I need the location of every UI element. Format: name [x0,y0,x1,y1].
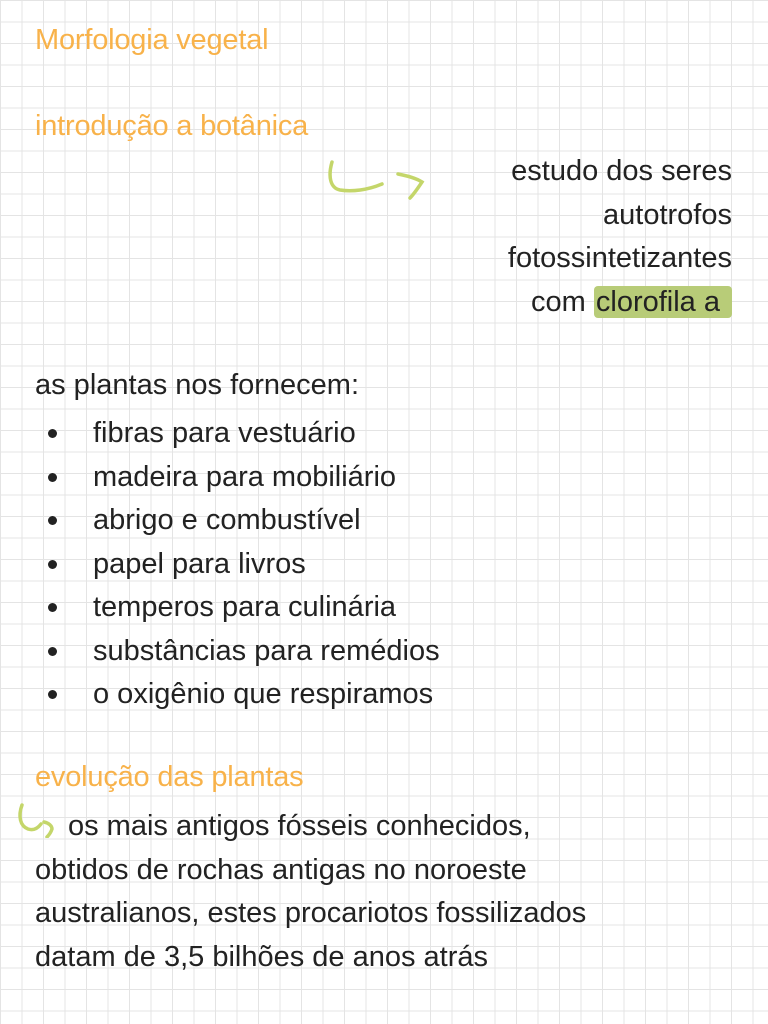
definition-line: fotossintetizantes [507,242,732,274]
section-heading-intro: introdução a botânica [35,110,309,142]
uses-list [45,412,440,717]
list-item-text: substâncias para remédios [93,634,440,667]
definition-line-last [412,281,732,325]
bullet-icon [48,647,57,656]
list-item [45,630,440,674]
definition-line: autotrofos [603,198,732,231]
paragraph-line: datam de 3,5 bilhões de anos atrás [35,940,489,973]
list-item [45,673,440,717]
list-item [45,499,440,543]
list-item [45,412,440,456]
botany-definition [412,150,732,324]
page-title: Morfologia vegetal [35,24,269,56]
section-heading-evolution: evolução das plantas [35,761,304,793]
highlighted-term: clorofila a [594,286,732,318]
list-item-text: temperos para culinária [93,591,397,623]
list-item [45,456,440,500]
definition-prefix: com [531,285,586,318]
list-item [45,543,440,587]
list-item [45,586,440,630]
uses-lead: as plantas nos fornecem: [35,369,360,401]
bullet-icon [48,429,57,438]
list-item-text: abrigo e combustível [93,504,361,536]
bullet-icon [48,516,57,525]
definition-line: estudo dos seres [511,155,732,187]
bullet-icon [48,560,57,569]
list-item-text: madeira para mobiliário [93,460,397,493]
bullet-icon [48,603,57,612]
paragraph-line: australianos, estes procariotos fossilizados [35,897,587,929]
paragraph-line: os mais antigos fósseis conhecidos, [68,810,531,842]
paragraph-line: obtidos de rochas antigas no noroeste [35,853,527,886]
bullet-icon [48,690,57,699]
curved-arrow-icon [326,158,426,202]
bullet-icon [48,473,57,482]
list-item-text: o oxigênio que respiramos [93,678,434,710]
evolution-paragraph [35,805,735,979]
list-item-text: fibras para vestuário [93,417,356,449]
list-item-text: papel para livros [93,547,306,580]
